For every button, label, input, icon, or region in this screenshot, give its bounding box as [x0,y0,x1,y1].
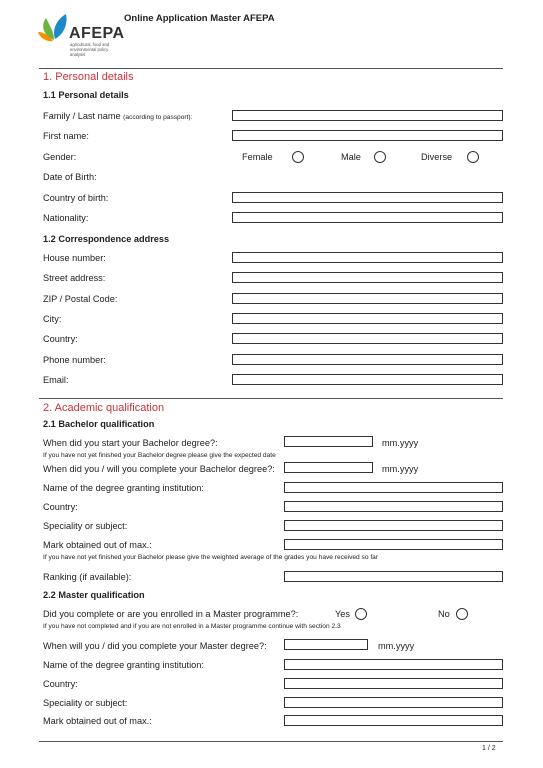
ma-yes-radio[interactable] [355,608,367,620]
section-divider [39,398,503,399]
gender-label: Gender: [43,152,77,162]
email-label: Email: [43,375,69,385]
logo-subtitle: agricultural, food and environmental policy analysis [70,42,110,57]
subsection-2-1-title: 2.1 Bachelor qualification [43,419,155,429]
street-address-label: Street address: [43,273,106,283]
ba-start-note: If you have not yet finished your Bachelor degree please give the expected date [43,452,276,459]
email-field[interactable] [232,374,503,385]
ma-complete-label: When will you / did you complete your Master degree?: [43,641,267,651]
logo-leaves-icon [38,12,72,44]
ma-speciality-label: Speciality or subject: [43,698,128,708]
ma-no-label: No [438,609,450,619]
gender-male-label: Male [341,152,361,162]
family-name-label: Family / Last name (according to passport): [43,111,193,121]
footer-divider [39,741,503,742]
phone-field[interactable] [232,354,503,365]
house-number-field[interactable] [232,252,503,263]
country-label: Country: [43,334,78,344]
zip-field[interactable] [232,293,503,304]
ba-ranking-field[interactable] [284,571,503,582]
zip-label: ZIP / Postal Code: [43,294,118,304]
city-field[interactable] [232,313,503,324]
ma-complete-format: mm.yyyy [378,641,415,651]
ma-mark-label: Mark obtained out of max.: [43,716,152,726]
family-name-field[interactable] [232,110,503,121]
section-2-title: 2. Academic qualification [43,402,165,414]
page-number: 1 / 2 [482,745,496,752]
nationality-label: Nationality: [43,213,89,223]
ba-complete-field[interactable] [284,462,373,473]
dob-label: Date of Birth: [43,172,97,182]
ma-country-label: Country: [43,679,78,689]
phone-label: Phone number: [43,355,106,365]
ba-complete-label: When did you / will you complete your Bachelor degree?: [43,464,275,474]
ma-country-field[interactable] [284,678,503,689]
nationality-field[interactable] [232,212,503,223]
ba-ranking-label: Ranking (if available): [43,572,132,582]
city-label: City: [43,314,62,324]
subsection-1-1-title: 1.1 Personal details [43,90,129,100]
ba-institution-label: Name of the degree granting institution: [43,483,204,493]
logo-text: AFEPA [69,25,125,42]
gender-female-label: Female [242,152,273,162]
ba-institution-field[interactable] [284,482,503,493]
ba-complete-format: mm.yyyy [382,464,419,474]
gender-diverse-label: Diverse [421,152,453,162]
country-of-birth-field[interactable] [232,192,503,203]
section-1-title: 1. Personal details [43,71,134,83]
ma-yes-label: Yes [335,609,350,619]
ba-mark-note: If you have not yet finished your Bachelor please give the weighted average of the grades you have received so far [43,554,379,561]
ba-start-label: When did you start your Bachelor degree?: [43,438,218,448]
subsection-2-2-title: 2.2 Master qualification [43,590,145,600]
page-title: Online Application Master AFEPA [124,13,275,24]
country-of-birth-label: Country of birth: [43,193,109,203]
ba-start-format: mm.yyyy [382,438,419,448]
ba-country-field[interactable] [284,501,503,512]
street-address-field[interactable] [232,272,503,283]
first-name-label: First name: [43,131,89,141]
ba-start-field[interactable] [284,436,373,447]
house-number-label: House number: [43,253,106,263]
gender-female-radio[interactable] [292,151,304,163]
ma-no-radio[interactable] [456,608,468,620]
ba-mark-field[interactable] [284,539,503,550]
ma-note: If you have not completed and if you are not enrolled in a Master programme continue with section 2.3 [43,623,341,630]
ma-institution-field[interactable] [284,659,503,670]
ba-speciality-field[interactable] [284,520,503,531]
ma-mark-field[interactable] [284,715,503,726]
first-name-field[interactable] [232,130,503,141]
gender-diverse-radio[interactable] [467,151,479,163]
country-field[interactable] [232,333,503,344]
ma-institution-label: Name of the degree granting institution: [43,660,204,670]
ba-country-label: Country: [43,502,78,512]
ma-complete-field[interactable] [284,639,368,650]
subsection-1-2-title: 1.2 Correspondence address [43,234,170,244]
ma-enrolled-label: Did you complete or are you enrolled in a Master programme?: [43,609,299,619]
section-divider [39,68,503,69]
ma-speciality-field[interactable] [284,697,503,708]
ba-mark-label: Mark obtained out of max.: [43,540,152,550]
gender-male-radio[interactable] [374,151,386,163]
ba-speciality-label: Speciality or subject: [43,521,128,531]
